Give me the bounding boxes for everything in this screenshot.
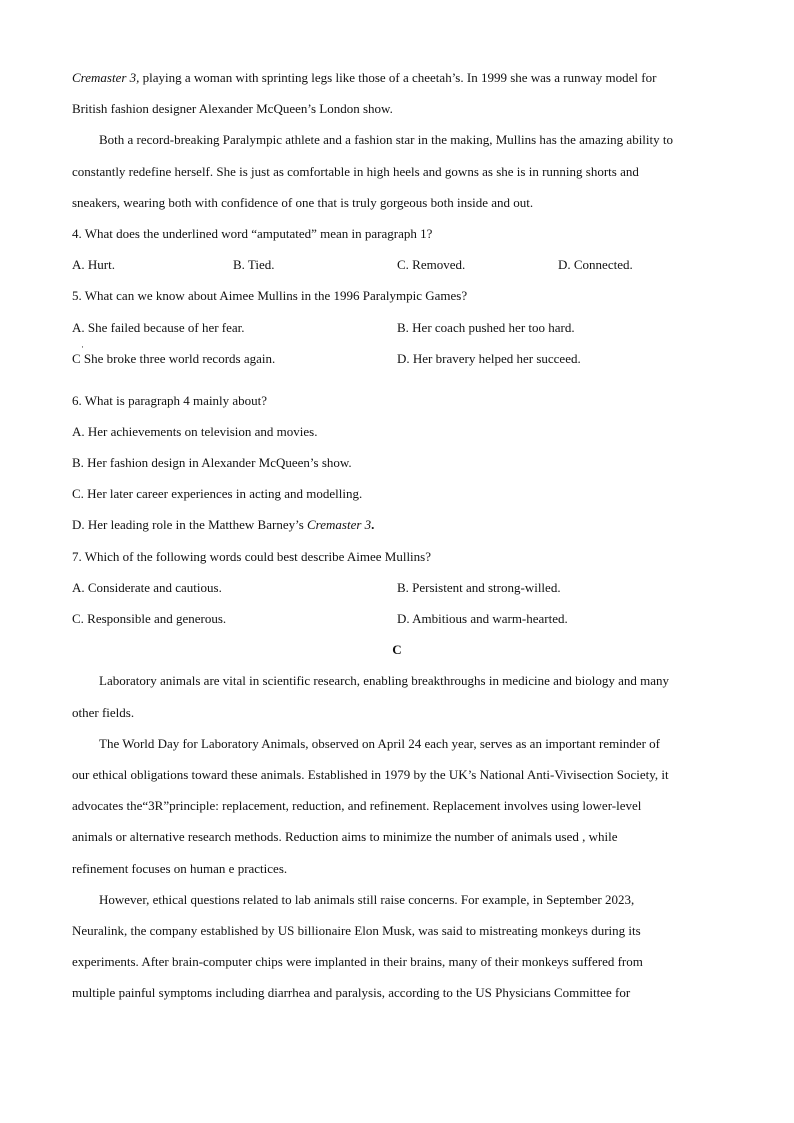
passage-c-line: Laboratory animals are vital in scientific research, enabling breakthroughs in medicine and biology and many	[99, 673, 670, 689]
film-title: Cremaster 3	[307, 517, 372, 533]
passage-c-line: The World Day for Laboratory Animals, observed on April 24 each year, serves as an important reminder of	[99, 735, 660, 751]
passage-b-line: constantly redefine herself. She is just as comfortable in high heels and gowns as she is in running shorts and	[72, 163, 639, 179]
passage-b-line: Cremaster 3, playing a woman with sprinting legs like those of a cheetah’s. In 1999 she was a runway model for	[72, 70, 657, 85]
q5-option-c: C She broke three world records again.	[72, 350, 276, 366]
q5-option-d: D. Her bravery helped her succeed.	[397, 350, 581, 366]
q6-option-c: C. Her later career experiences in acting and modelling.	[72, 486, 363, 502]
passage-c-line: refinement focuses on human e practices.	[72, 860, 288, 876]
q4-option-d: D. Connected.	[558, 257, 633, 273]
q4-option-a: A. Hurt.	[72, 257, 115, 273]
question-5-options-row2	[72, 343, 722, 385]
q6-option-b: B. Her fashion design in Alexander McQueen’s show.	[72, 455, 352, 471]
passage-c-line: multiple painful symptoms including diarrhea and paralysis, according to the US Physicians Committee for	[72, 985, 631, 1001]
question-4-options	[72, 249, 722, 280]
stray-dot: ·	[81, 341, 84, 352]
q5-option-a: A. She failed because of her fear.	[72, 319, 245, 335]
passage-c-line: However, ethical questions related to lab animals still raise concerns. For example, in September 2023,	[99, 891, 635, 907]
q4-option-b: B. Tied.	[233, 257, 275, 273]
passage-c-line: our ethical obligations toward these animals. Established in 1979 by the UK’s National Anti-Vivisection Society, it	[72, 766, 669, 782]
question-7-options-row2	[72, 603, 722, 634]
q7-option-d: D. Ambitious and warm-hearted.	[397, 611, 568, 626]
passage-b-line: sneakers, wearing both with confidence of one that is truly gorgeous both inside and out.	[72, 194, 534, 210]
q7-option-a: A. Considerate and cautious.	[72, 579, 222, 595]
passage-b-line: Both a record-breaking Paralympic athlete and a fashion star in the making, Mullins has the amazing ability to	[99, 132, 674, 148]
question-4-stem: 4. What does the underlined word “amputated” mean in paragraph 1?	[72, 225, 433, 241]
question-5-stem: 5. What can we know about Aimee Mullins in the 1996 Paralympic Games?	[72, 288, 468, 304]
q6-option-a: A. Her achievements on television and movies.	[72, 423, 318, 439]
section-heading: C	[392, 642, 402, 658]
passage-c-line: advocates the“3R”principle: replacement, reduction, and refinement. Replacement involves using lower-level	[72, 798, 642, 814]
q5-option-b: B. Her coach pushed her too hard.	[397, 319, 575, 335]
passage-c-line: animals or alternative research methods. Reduction aims to minimize the number of animals used , while	[72, 829, 618, 845]
film-title: Cremaster 3,	[72, 70, 140, 85]
passage-b-line: British fashion designer Alexander McQueen’s London show.	[72, 101, 393, 117]
question-5-options-row1	[72, 312, 722, 343]
q7-option-b: B. Persistent and strong-willed.	[397, 579, 561, 595]
passage-c-line: experiments. After brain-computer chips were implanted in their brains, many of their monkeys suffered from	[72, 954, 643, 970]
passage-c-line: Neuralink, the company established by US billionaire Elon Musk, was said to mistreating monkeys during its	[72, 922, 641, 938]
question-7-stem: 7. Which of the following words could best describe Aimee Mullins?	[72, 548, 431, 564]
q6-option-d: D. Her leading role in the Matthew Barney’s Cremaster 3.	[72, 517, 375, 533]
exam-page	[72, 62, 722, 1008]
q4-option-c: C. Removed.	[397, 257, 466, 273]
q7-option-c: C. Responsible and generous.	[72, 611, 227, 626]
question-7-options-row1	[72, 572, 722, 603]
passage-c-line: other fields.	[72, 704, 135, 720]
question-6-stem: 6. What is paragraph 4 mainly about?	[72, 392, 268, 408]
